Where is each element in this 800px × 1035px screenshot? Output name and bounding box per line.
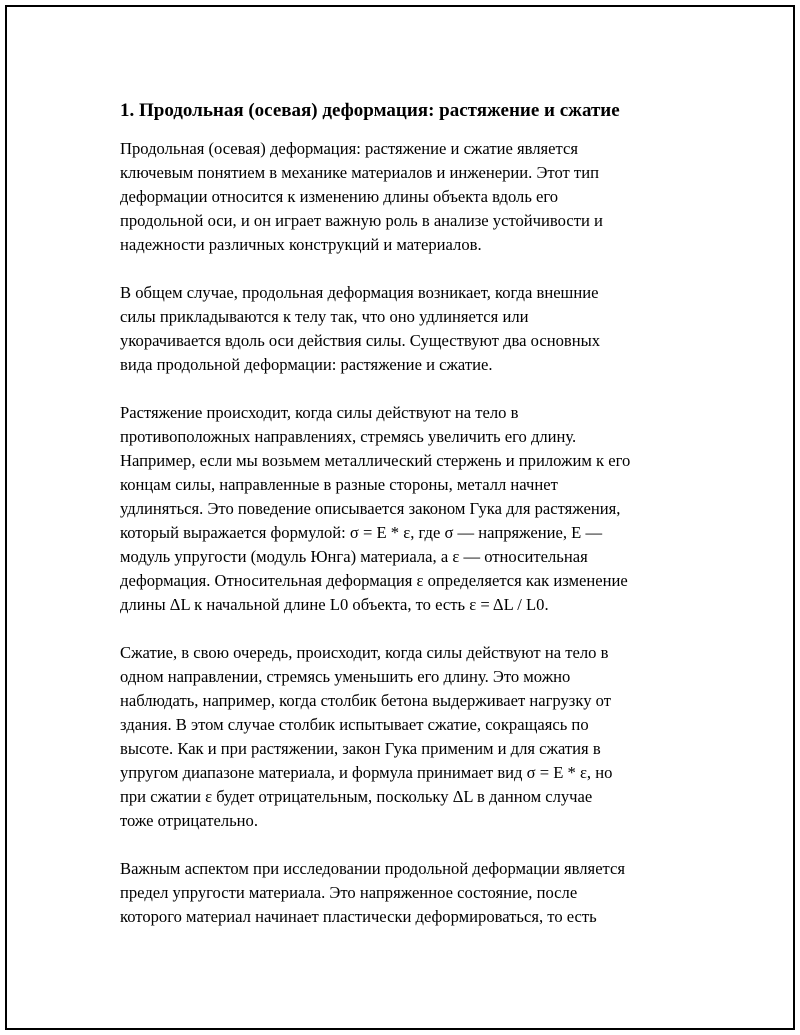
text-line: при сжатии ε будет отрицательным, поскольку ΔL в данном случае (120, 787, 593, 806)
text-line: укорачивается вдоль оси действия силы. Существуют два основных (120, 331, 601, 350)
text-line: деформации относится к изменению длины объекта вдоль его (120, 187, 559, 206)
paragraph (120, 401, 700, 617)
text-line: предел упругости материала. Это напряженное состояние, после (120, 883, 578, 902)
text-line: Сжатие, в свою очередь, происходит, когда силы действуют на тело в (120, 643, 609, 662)
text-line: тоже отрицательно. (120, 811, 258, 830)
text-line: длины ΔL к начальной длине L0 объекта, то есть ε = ΔL / L0. (120, 595, 549, 614)
text-line: деформация. Относительная деформация ε определяется как изменение (120, 571, 628, 590)
paragraph (120, 641, 700, 833)
text-line: наблюдать, например, когда столбик бетона выдерживает нагрузку от (120, 691, 611, 710)
text-line: продольной оси, и он играет важную роль в анализе устойчивости и (120, 211, 603, 230)
text-line: который выражается формулой: σ = E * ε, где σ — напряжение, E — (120, 523, 603, 542)
text-line: противоположных направлениях, стремясь увеличить его длину. (120, 427, 577, 446)
text-line: концам силы, направленные в разные стороны, металл начнет (120, 475, 558, 494)
text-line: высоте. Как и при растяжении, закон Гука применим и для сжатия в (120, 739, 601, 758)
paragraph (120, 857, 700, 929)
paragraph (120, 137, 700, 257)
text-line: модуль упругости (модуль Юнга) материала, а ε — относительная (120, 547, 588, 566)
text-line: ключевым понятием в механике материалов и инженерии. Этот тип (120, 163, 599, 182)
body-text (120, 137, 700, 929)
paragraph (120, 281, 700, 377)
text-line: В общем случае, продольная деформация возникает, когда внешние (120, 283, 599, 302)
text-line: Важным аспектом при исследовании продольной деформации является (120, 859, 626, 878)
section-heading: 1. Продольная (осевая) деформация: растяжение и сжатие (120, 100, 620, 121)
text-line: удлиняться. Это поведение описывается законом Гука для растяжения, (120, 499, 621, 518)
text-line: Например, если мы возьмем металлический стержень и приложим к его (120, 451, 631, 470)
page-frame (5, 5, 795, 1030)
text-line: силы прикладываются к телу так, что оно удлиняется или (120, 307, 529, 326)
text-line: Растяжение происходит, когда силы действуют на тело в (120, 403, 519, 422)
text-line: упругом диапазоне материала, и формула принимает вид σ = E * ε, но (120, 763, 613, 782)
document-content (120, 99, 700, 953)
text-line: которого материал начинает пластически деформироваться, то есть (120, 907, 597, 926)
text-line: вида продольной деформации: растяжение и сжатие. (120, 355, 493, 374)
text-line: надежности различных конструкций и материалов. (120, 235, 482, 254)
text-line: Продольная (осевая) деформация: растяжение и сжатие является (120, 139, 578, 158)
text-line: здания. В этом случае столбик испытывает сжатие, сокращаясь по (120, 715, 589, 734)
text-line: одном направлении, стремясь уменьшить его длину. Это можно (120, 667, 571, 686)
